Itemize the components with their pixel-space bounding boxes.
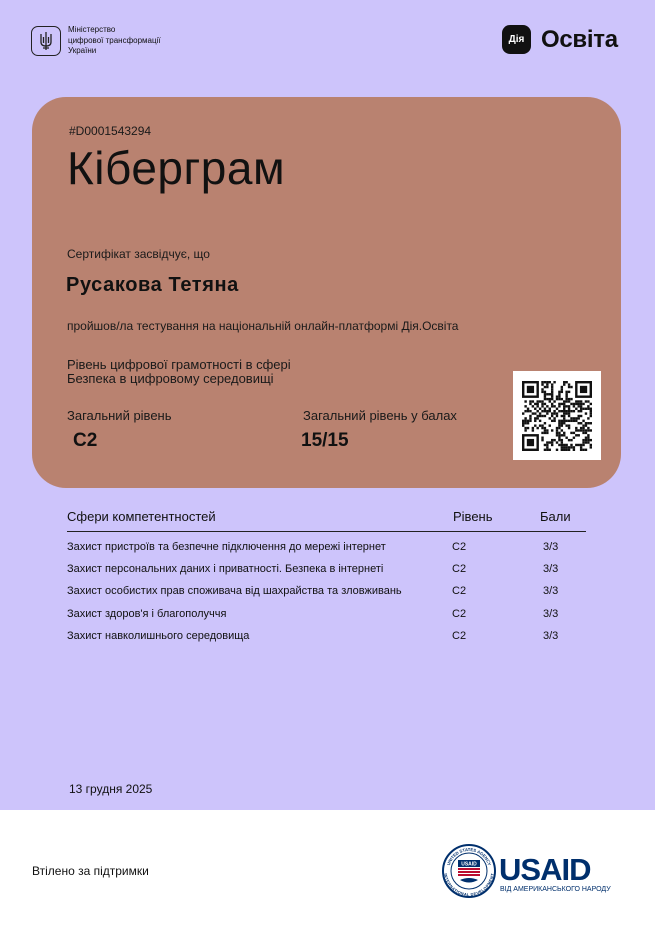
overall-points-value: 15/15 [301, 430, 349, 451]
qr-code-icon [522, 381, 592, 451]
table-row [67, 558, 586, 580]
brand-name: Освіта [541, 25, 618, 53]
issue-date: 13 грудня 2025 [69, 782, 153, 796]
competence-points: 3/3 [543, 563, 559, 576]
diia-osvita-logo [502, 25, 618, 54]
table-row [67, 580, 586, 602]
competences-table [67, 508, 586, 647]
certificate-id: #D0001543294 [69, 124, 152, 138]
table-row [67, 536, 586, 558]
certificate-card [32, 97, 621, 488]
usaid-seal-icon [443, 845, 495, 897]
table-body [67, 532, 586, 647]
table-row [67, 625, 586, 647]
table-row [67, 603, 586, 625]
certificate-intro: Сертифікат засвідчує, що [67, 247, 210, 261]
competence-points: 3/3 [543, 585, 559, 598]
qr-code[interactable] [513, 371, 601, 460]
competence-level: C2 [452, 563, 467, 576]
certificate-title: Кіберграм [67, 142, 286, 194]
competence-name: Захист здоров'я і благополуччя [67, 607, 227, 620]
usaid-subtitle: ВІД АМЕРИКАНСЬКОГО НАРОДУ [500, 886, 611, 893]
usaid-wordmark: USAID [499, 852, 591, 887]
seal-top-text: UNITED STATES AGENCY [445, 847, 493, 867]
seal-center-text: USAID [461, 861, 477, 868]
overall-level-value: C2 [73, 430, 98, 451]
header-spheres: Сфери компетентностей [67, 509, 216, 524]
competence-name: Захист навколишнього середовища [67, 629, 250, 642]
literacy-sphere: Рівень цифрової грамотності в сфері Безпека в цифровому середовищі [67, 357, 291, 386]
competence-level: C2 [452, 629, 467, 642]
diia-badge: Дія [502, 25, 531, 54]
support-text: Втілено за підтримки [32, 864, 149, 878]
competence-name: Захист персональних даних і приватності. Безпека в інтернеті [67, 563, 384, 576]
recipient-name: Русакова Тетяна [66, 274, 239, 296]
overall-level-label: Загальний рівень [67, 408, 172, 423]
table-header [67, 508, 586, 532]
competence-points: 3/3 [543, 541, 559, 553]
competence-level: C2 [452, 607, 467, 620]
seal-bottom-text: INTERNATIONAL DEVELOPMENT [443, 873, 495, 898]
competence-name: Захист особистих прав споживача від шахрайства та зловживань [67, 585, 402, 598]
header-level: Рівень [453, 509, 493, 524]
ministry-name: Міністерство цифрової трансформації України [68, 25, 161, 55]
passed-statement: пройшов/ла тестування на національній онлайн-платформі Дія.Освіта [67, 319, 459, 333]
usaid-logo [441, 843, 623, 899]
ministry-logo [31, 25, 178, 57]
competence-level: C2 [452, 541, 467, 553]
trident-icon [31, 26, 61, 56]
header-points: Бали [540, 509, 571, 524]
competence-points: 3/3 [543, 629, 559, 642]
overall-points-label: Загальний рівень у балах [303, 408, 457, 423]
competence-name: Захист пристроїв та безпечне підключення до мережі інтернет [67, 541, 386, 553]
competence-points: 3/3 [543, 607, 559, 620]
competence-level: C2 [452, 585, 467, 598]
